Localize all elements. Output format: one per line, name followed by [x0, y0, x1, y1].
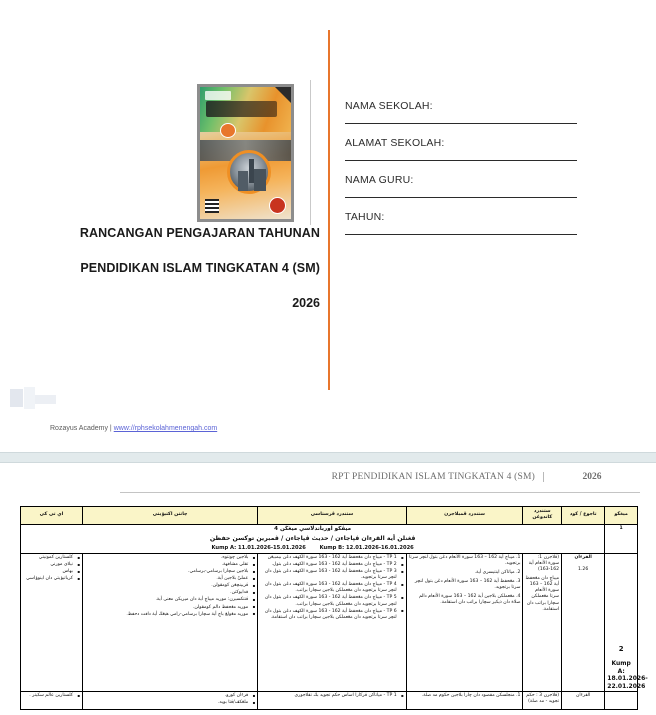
cover-building-circle: [227, 150, 271, 194]
list-item: ▪ TP 1 - مڽباچ دان مڠحفظ أية 162 - 163 سورة الكهف دڠن بيمبيڠن: [260, 555, 403, 561]
list-item: 2. مڽاتاكن اينتيسري أية.: [474, 570, 521, 576]
topic-banner-cell: [21, 524, 605, 553]
cover-title-calligraphy: [206, 101, 277, 117]
topic-banner-dates: [23, 545, 602, 552]
list-item: 1. مڽباچ أية 162 – 163 سورة الأنعام دڠن بتول لنچر سرتا برتجويد.: [409, 555, 521, 567]
kandungan-line: (ڤلاجرن 1: سورة الأنعام أية 162-163): [528, 555, 560, 573]
list-item: ▪ TP 3 - مڽباچ دان مڠحفظ أية 162 - 163 سورة الكهف دڠن بتول دان لنچر سرتا برتجويد.: [260, 569, 403, 581]
document-page-2: [0, 463, 656, 715]
textbook-cover-image: [197, 84, 294, 222]
list-item: 4. مڠعملكن بلاجين أية 162 – 163 سورة الأنعام دالم صلاة دان ذيكير سچارا براتب دان استقامة.: [418, 594, 521, 606]
rpt-table-body: [21, 524, 648, 710]
grey-vertical-divider: [310, 80, 311, 225]
cover-seal-icon: [269, 197, 286, 214]
cell-standard-kandungan: [523, 554, 562, 692]
cell-standard-pembelajaran: [406, 554, 523, 692]
list-item: ▪ كرياتيۏيتي دان اينوۏاسي: [23, 576, 80, 582]
cover-ministry-logo: [205, 91, 231, 100]
teacher-name-rule[interactable]: [345, 197, 577, 198]
school-name-rule[interactable]: [345, 123, 577, 124]
list-item: ▪ TP 1 - مڽاتاكن ڤركارا اساس حكم تجويد بڬ تقلاجوري: [260, 693, 403, 699]
year-label: TAHUN:: [345, 211, 385, 223]
header-rule: [120, 492, 640, 493]
title-year: 2026: [292, 296, 320, 310]
list-item: ▪ موريد مڠولڠ باچ أية سچارا برسامي-رامي هيڠڬ أية دافت دحفظ.: [85, 612, 255, 618]
week-number-next: 2: [618, 645, 624, 654]
credit-footer: [50, 425, 217, 432]
school-address-label: ALAMAT SEKOLAH:: [345, 137, 445, 149]
title-line-1: RANCANGAN PENGAJARAN TAHUNAN: [79, 226, 320, 240]
header-year: 2026: [582, 472, 602, 482]
list-item: ▪ تقلي مشافهة.: [85, 562, 255, 568]
col-header-standard-kandungan: ستندرد كاندوڠن: [523, 507, 562, 525]
kandungan-line: (ڤلاجرن 3 : حكم تجويد - مد صلة): [526, 693, 560, 705]
topic-banner-line-ms: ميڤكو اورباندلاسي ميڠڬن 4: [274, 525, 352, 532]
cell-standard-prestasi: [258, 692, 406, 710]
page-separator: [0, 452, 656, 463]
watermark-graphic: [10, 387, 56, 413]
list-item: ▪ TP 5 - مڽباچ دان مڠحفظ أية 162 - 163 سورة الكهف دڠن بتول دان لنچر سرتا برتجويد دان مڠعملكن بلاجين سچارا براتب.: [260, 595, 403, 607]
cell-standard-pembelajaran: [406, 692, 523, 710]
kod-label: 1.26: [578, 567, 589, 573]
header-title: RPT PENDIDIKAN ISLAM TINGKATAN 4 (SM): [120, 472, 544, 482]
cell-minggu: [605, 554, 648, 692]
list-item: ▪ بلاجين چونتوه.: [85, 555, 255, 561]
kump-a-dates: Kump A: 11.01.2026-15.01.2026: [211, 545, 306, 552]
orange-vertical-divider: [328, 30, 330, 390]
list-item: ▪ ملڠكڤ/ڤتا بويه.: [85, 700, 255, 706]
cell-tajuk-kod: [562, 554, 605, 692]
topic-banner-week: 1: [605, 524, 638, 553]
cell-standard-prestasi: [258, 554, 406, 692]
col-header-minggu: ميڠڬو: [605, 507, 638, 525]
topic-banner-line-jawi: ڤغنلن أية القرءان ڤڽاجاءن / حديث ڤڽاجاءن / ڤمبرين توكسن حفظن: [209, 535, 416, 543]
table-row: [21, 554, 638, 692]
cover-form-fields: [345, 100, 585, 248]
kandungan-line: مڽباچ دان مڠحفظ أية 162 – 163 سورة الأنعام سرتا مڠعملكن سچارا براتب دان استقامة.: [525, 576, 560, 612]
list-item: ▪ كلستارين عالم سكيتر .: [23, 693, 80, 699]
cover-grade-badge: [220, 123, 236, 138]
cover-qr-code-icon: [205, 199, 219, 213]
document-title-block: [40, 226, 320, 310]
credit-link[interactable]: www://rphsekolahmenengah.com: [113, 425, 218, 432]
list-item: ▪ TP 2 - مڽباچ دان مڠحفظ أية 162 - 163 سورة الكهف دڠن بتول.: [260, 562, 403, 568]
tajuk-label: القرءان: [574, 555, 592, 561]
list-item: ▪ موريد مڠحفظ دالم كومڤولن.: [85, 605, 255, 611]
kump-b-dates: Kump B: 12.01.2026-16.01.2026: [319, 545, 414, 552]
list-item: ▪ قدايوكتن.: [85, 590, 255, 596]
col-header-standard-pembelajaran: ستندرد ڤمبلاجرن: [406, 507, 523, 525]
table-header-row: [21, 507, 638, 525]
list-item: ▪ بهاس: [23, 569, 80, 575]
list-item: ▪ بلاجين سچارا برسامي-برسامي.: [85, 569, 255, 575]
title-line-2: PENDIDIKAN ISLAM TINGKATAN 4 (SM): [80, 261, 320, 275]
list-item: 1. منجلسكن مقصود دان چارا بلاجين حكوم مد صلة.: [421, 693, 521, 699]
list-item: ▪ قرءان كورو.: [85, 693, 255, 699]
week-kump-note: Kump A: 18.01.2026-22.01.2026: [607, 660, 648, 690]
col-header-catatan-aktiviti: چاتتن اكتيۏيتي: [82, 507, 257, 525]
list-item: ▪ نيلاي مورني: [23, 562, 80, 568]
teacher-name-label: NAMA GURU:: [345, 174, 414, 186]
list-item: ▪ TP 6 - مڽباچ دان مڠحفظ أية 162 - 163 سورة الكهف دڠن بتول دان لنچر سرتا برتجويد دان مڠعملكن بلاجين سچارا براتب دان استقامة.: [260, 609, 403, 621]
list-item: ▪ ڤنتكسيرن: موريد مڽباچ أية دان مڽريكن معنى أية.: [85, 597, 255, 603]
list-item: ▪ ڤربينچڠن كومڤولن.: [85, 583, 255, 589]
credit-text: Rozayus Academy |: [50, 425, 112, 432]
list-item: 3. مڠحفظ أية 162 – 163 سورة الأنعام دڠن بتول لنچر سرتا برتجويد.: [414, 579, 521, 591]
topic-banner-row: [21, 524, 638, 553]
cell-minggu: [605, 692, 638, 710]
rpt-table: [20, 506, 648, 710]
cell-etk: [21, 554, 83, 692]
col-header-etk: اي تي كي: [21, 507, 83, 525]
col-header-standard-prestasi: ستندرد ڤرستاسي: [258, 507, 406, 525]
cell-etk: [21, 692, 83, 710]
cell-standard-kandungan: [523, 692, 562, 710]
cell-catatan-aktiviti: [82, 554, 257, 692]
school-name-label: NAMA SEKOLAH:: [345, 100, 433, 112]
school-address-rule[interactable]: [345, 160, 577, 161]
col-header-tajuk-kod: تاجوع / كود: [562, 507, 605, 525]
cover-corner-icon: [275, 87, 291, 103]
page-header: [120, 472, 640, 482]
list-item: ▪ TP 4 - مڽباچ دان مڠحفظ أية 162 - 163 سورة الكهف دڠن بتول دان لنچر سرتا برتجويد دان مڠعملكن بلاجين سچارا براتب.: [260, 582, 403, 594]
list-item: ▪ كلستارين كمونيتي: [23, 555, 80, 561]
cell-tajuk-kod: القرءان: [562, 692, 605, 710]
list-item: ▪ عمليْ بلاجين أية.: [85, 576, 255, 582]
table-row: [21, 692, 638, 710]
cell-catatan-aktiviti: [82, 692, 257, 710]
year-rule[interactable]: [345, 234, 577, 235]
